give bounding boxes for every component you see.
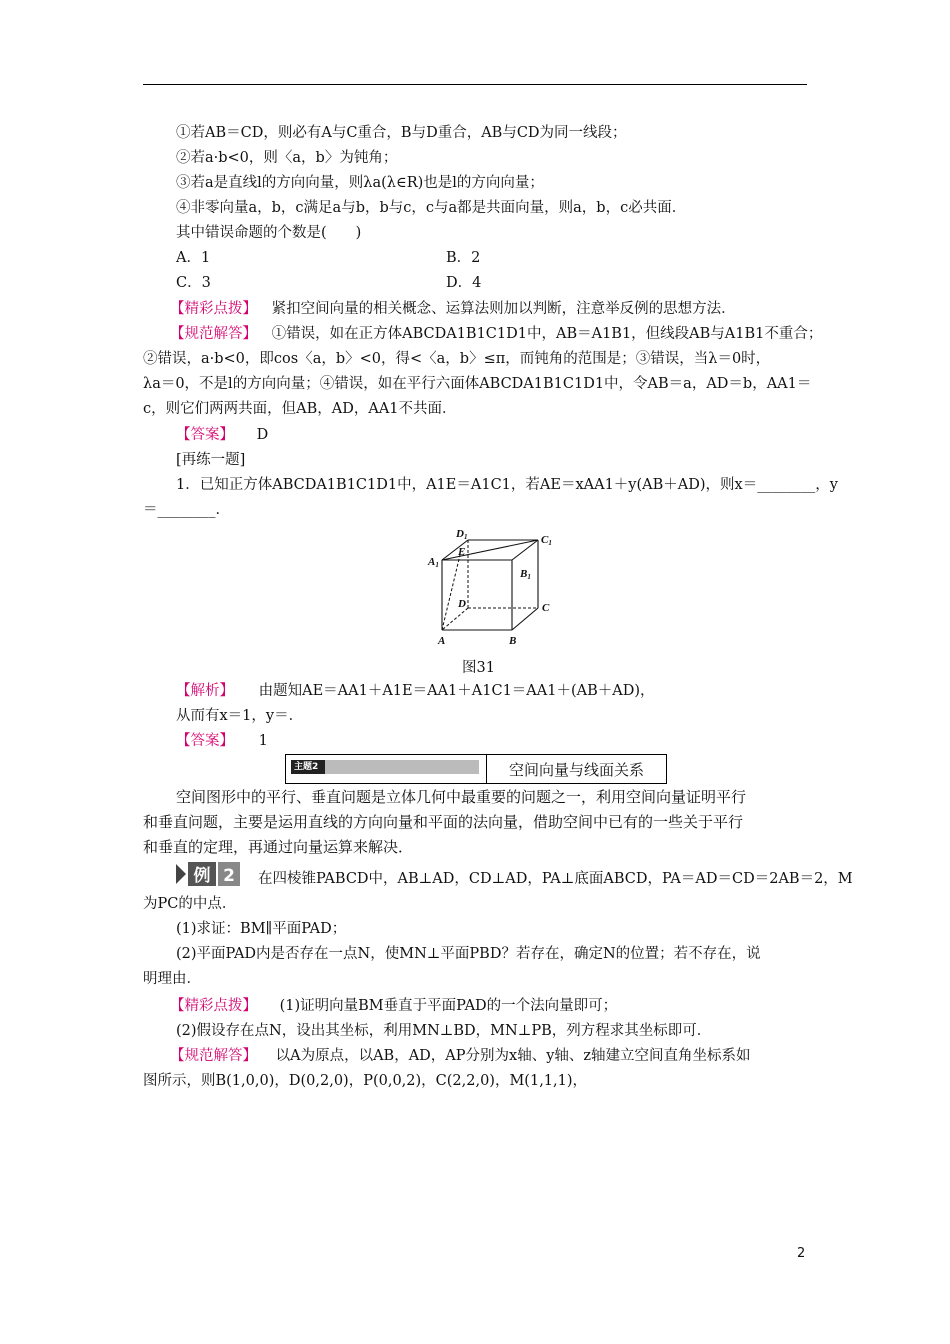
ex1-solution-line-4: c，则它们两两共面，但AB，AD，AA1不共面． <box>143 401 457 417</box>
ex2-solution-line-1 <box>170 1046 751 1066</box>
ex1-solution-line-2: ②错误，a·b<0，即cos〈a，b〉<0，得<〈a，b〉≤π，而钝角的范围是；③错误，当λ＝0时， <box>143 351 771 367</box>
practice-answer <box>176 731 268 751</box>
statement-2: ②若a·b<0，则〈a，b〉为钝角； <box>176 150 398 166</box>
label-c1: C1 <box>541 534 552 547</box>
label-a: A <box>438 635 446 647</box>
solution-tag: 【规范解答】 <box>170 1048 257 1064</box>
ex2-solution-line-2: 图所示，则B(1,0,0)，D(0,2,0)，P(0,0,2)，C(2,2,0)，M(1,1,1)， <box>143 1073 588 1089</box>
ex1-solution-line-3: λa＝0，不是l的方向向量；④错误，如在平行六面体ABCDA1B1C1D1中，令AB＝a，AD＝b，AA1＝ <box>143 376 812 392</box>
label-a1: A1 <box>428 556 439 569</box>
option-a: A．1 <box>176 250 211 266</box>
practice-question-line-1: 1．已知正方体ABCDA1B1C1D1中，A1E＝A1C1，若AE＝xAA1＋y(AB＋AD)，则x＝________，y <box>176 477 838 493</box>
ex2-tip-line-1 <box>170 996 617 1016</box>
option-d: D．4 <box>446 275 482 291</box>
option-b: B．2 <box>446 250 481 266</box>
analysis-tag: 【解析】 <box>176 683 234 699</box>
page-number: 2 <box>797 1246 806 1261</box>
example-badge-text: 例 <box>193 866 211 886</box>
intro-line-3: 和垂直的定理，再通过向量运算来解决． <box>143 838 414 856</box>
tip-tag: 【精彩点拨】 <box>170 301 257 317</box>
ex2-tip-line-2: (2)假设存在点N，设出其坐标，利用MN⊥BD，MN⊥PB，列方程求其坐标即可． <box>176 1023 712 1039</box>
example-2-badge <box>176 860 242 888</box>
label-c: C <box>542 602 550 614</box>
statement-1: ①若AB＝CD，则必有A与C重合，B与D重合，AB与CD为同一线段； <box>176 125 627 141</box>
label-b1: B1 <box>520 568 531 581</box>
label-d: D <box>458 598 466 610</box>
solution-tag: 【规范解答】 <box>170 326 257 342</box>
ex1-answer <box>176 425 268 445</box>
statement-3: ③若a是直线l的方向向量，则λa(λ∈R)也是l的方向向量； <box>176 175 544 191</box>
topic-title: 空间向量与线面关系 <box>486 755 666 783</box>
tip-text: 紧扣空间向量的相关概念、运算法则加以判断，注意举反例的思想方法． <box>271 301 736 317</box>
ex1-solution-line-1 <box>170 324 822 344</box>
ex2-question-1: (1)求证：BM∥平面PAD； <box>176 921 347 937</box>
label-d1: D1 <box>456 528 468 541</box>
analysis-text: 由题知AE＝AA1＋A1E＝AA1＋A1C1＝AA1＋(AB＋AD)， <box>258 683 655 699</box>
statement-4: ④非零向量a，b，c满足a与b，b与c，c与a都是共面向量，则a，b，c必共面． <box>176 200 687 216</box>
ex2-question-2-line-1: (2)平面PAD内是否存在一点N，使MN⊥平面PBD？若存在，确定N的位置；若不存在，说 <box>176 946 761 962</box>
intro-line-2: 和垂直问题，主要是运用直线的方向向量和平面的法向量，借助空间中已有的一些关于平行 <box>143 813 744 831</box>
tip-text: (1)证明向量BM垂直于平面PAD的一个法向量即可； <box>279 998 618 1014</box>
ex2-question-2-line-2: 明理由． <box>143 971 201 987</box>
practice-analysis-line-1 <box>176 681 655 701</box>
label-e: E <box>458 546 466 558</box>
intro-line-1: 空间图形中的平行、垂直问题是立体几何中最重要的问题之一，利用空间向量证明平行 <box>176 788 747 806</box>
answer-value: 1 <box>258 733 268 749</box>
ex1-tip <box>170 299 736 319</box>
ex2-stem-line-2: 为PC的中点． <box>143 896 237 912</box>
example-badge-number: 2 <box>223 866 235 886</box>
figure-caption: 图31 <box>462 660 495 676</box>
topic-badge <box>291 760 479 774</box>
topic-header <box>285 754 667 784</box>
topic-badge-cell <box>286 755 486 783</box>
practice-header: [再练一题] <box>176 452 246 468</box>
label-b: B <box>509 635 517 647</box>
answer-value: D <box>256 427 269 443</box>
practice-analysis-line-2: 从而有x＝1，y＝． <box>176 708 304 724</box>
cube-figure <box>420 523 560 653</box>
answer-tag: 【答案】 <box>176 733 234 749</box>
tip-tag: 【精彩点拨】 <box>170 998 257 1014</box>
option-c: C．3 <box>176 275 211 291</box>
question-text: 其中错误命题的个数是( ) <box>176 225 362 241</box>
topic-badge-label: 主题2 <box>294 762 319 772</box>
answer-tag: 【答案】 <box>176 427 234 443</box>
solution-text: 以A为原点，以AB，AD，AP分别为x轴、y轴、z轴建立空间直角坐标系如 <box>275 1048 751 1064</box>
practice-question-line-2: ＝________． <box>143 502 230 518</box>
solution-text: ①错误，如在正方体ABCDA1B1C1D1中，AB＝A1B1，但线段AB与A1B1不重合； <box>271 326 823 342</box>
header-rule <box>143 84 807 85</box>
ex2-stem-line-1: 在四棱锥PABCD中，AB⊥AD，CD⊥AD，PA⊥底面ABCD，PA＝AD＝CD＝2AB＝2，M <box>258 871 853 887</box>
